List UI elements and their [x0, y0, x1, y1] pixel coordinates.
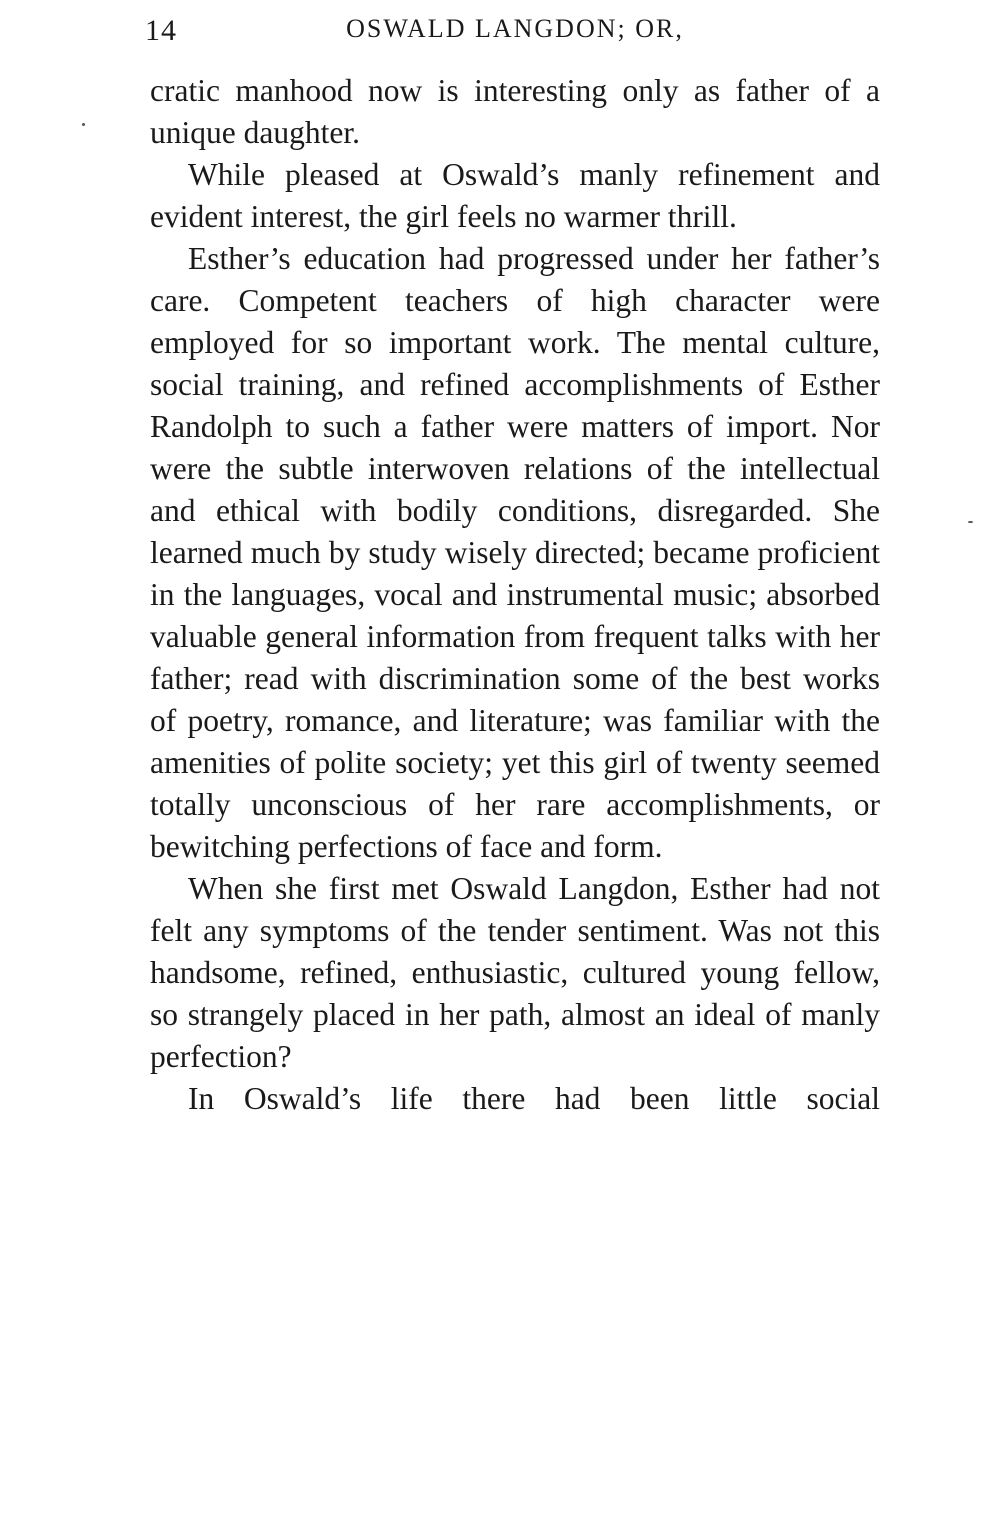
- paragraph-5: In Oswald’s life there had been little social: [188, 1081, 880, 1116]
- running-title: OSWALD LANGDON; OR,: [346, 14, 684, 43]
- scan-speck: [968, 521, 973, 523]
- page-number: 14: [145, 14, 177, 47]
- scan-speck: [82, 123, 85, 126]
- paragraph-3: Esther’s education had progressed under her father’s care. Competent teachers of high character were employed for so important work. The mental culture, social training, and refined accomplishments of Esther Randolph to such a father were matters of import. Nor were the subtle interwoven relations of the intellectual and ethical with bodily conditions, disregarded. She learned much by study wisely directed; became proficient in the languages, vocal and instrumental music; absorbed valuable general information from frequent talks with her father; read with discrimination some of the best works of poetry, romance, and literature; was familiar with the amenities of polite society; yet this girl of twenty seemed totally unconscious of her rare accomplishments, or bewitching perfections of face and form.: [150, 241, 880, 864]
- paragraph-4: When she first met Oswald Langdon, Esther had not felt any symptoms of the tender sentiment. Was not this handsome, refined, enthusiastic, cultured young fellow, so strangely placed in her path, almost an ideal of manly perfection?: [150, 871, 880, 1074]
- page-header: [145, 14, 885, 54]
- body-text: [150, 70, 880, 1120]
- paragraph-1: cratic manhood now is interesting only as father of a unique daughter.: [150, 73, 880, 150]
- paragraph-2: While pleased at Oswald’s manly refinement and evident interest, the girl feels no warmer thrill.: [150, 157, 880, 234]
